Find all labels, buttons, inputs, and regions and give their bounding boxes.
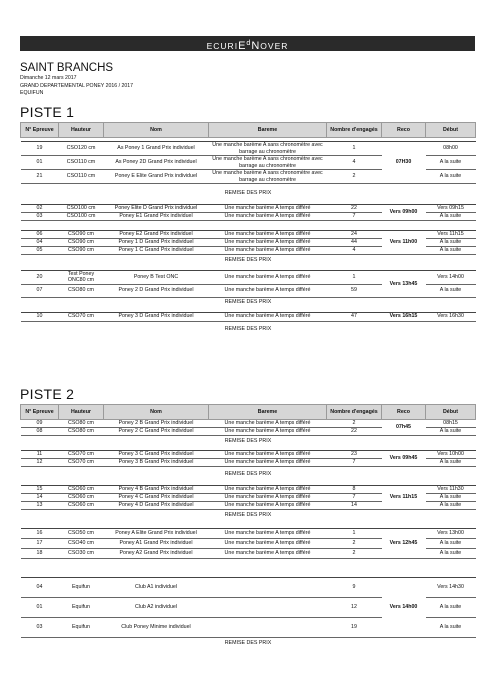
epreuve-number: 15	[21, 486, 59, 494]
debut-time: A la suite	[426, 539, 476, 549]
engages-count: 4	[327, 247, 382, 255]
banner-part-c: d	[246, 39, 252, 47]
debut-time: Vers 09h15	[426, 205, 476, 213]
bareme-cell	[209, 598, 327, 618]
event-title: SAINT BRANCHS	[20, 62, 114, 74]
debut-time: A la suite	[426, 284, 476, 297]
epreuve-number: 13	[21, 502, 59, 510]
hauteur-cell: Test Poney ONC80 cm	[59, 271, 104, 285]
engages-count: 1	[327, 142, 382, 156]
epreuve-number: 08	[21, 428, 59, 436]
bareme-cell: Une manche barème A temps différé	[209, 231, 327, 239]
epreuve-number: 02	[21, 205, 59, 213]
epreuve-number: 03	[21, 618, 59, 638]
engages-count: 12	[327, 598, 382, 618]
hauteur-cell: CSO30 cm	[59, 549, 104, 559]
column-header-hauteur: Hauteur	[59, 123, 104, 138]
nom-cell: Poney 4 B Grand Prix individuel	[104, 486, 209, 494]
hauteur-cell: CSO70 cm	[59, 312, 104, 321]
nom-cell: Poney B Test ONC	[104, 271, 209, 285]
bareme-cell: Une manche barème A temps différé	[209, 312, 327, 321]
debut-time: A la suite	[426, 170, 476, 184]
bareme-cell: Une manche barème A temps différé	[209, 486, 327, 494]
epreuve-number: 10	[21, 312, 59, 321]
engages-count: 23	[327, 451, 382, 459]
table-row	[21, 205, 476, 213]
column-header-nom: Nom	[104, 123, 209, 138]
remise-des-prix: REMISE DES PRIX	[224, 299, 272, 306]
engages-count: 1	[327, 529, 382, 539]
banner-part-b: E	[238, 39, 247, 52]
column-header-reco: Reco	[382, 123, 426, 138]
engages-count: 14	[327, 502, 382, 510]
bareme-cell: Une manche barème A temps différé	[209, 213, 327, 221]
table-row	[21, 271, 476, 285]
epreuve-number: 04	[21, 578, 59, 598]
nom-cell: As Poney 2D Grand Prix individuel	[104, 156, 209, 170]
nom-cell: Poney 3 B Grand Prix individuel	[104, 459, 209, 467]
debut-time: Vers 14h30	[426, 578, 476, 598]
table-row	[21, 578, 476, 598]
table-row	[21, 142, 476, 156]
nom-cell: Poney E1 Grand Prix individuel	[104, 213, 209, 221]
remise-row	[21, 297, 476, 308]
column-header-debut: Début	[426, 123, 476, 138]
remise-row	[21, 510, 476, 521]
epreuve-number: 18	[21, 549, 59, 559]
bareme-cell: Une manche barème A temps différé	[209, 494, 327, 502]
engages-count: 4	[327, 156, 382, 170]
epreuve-number: 16	[21, 529, 59, 539]
column-header-hauteur: Hauteur	[59, 405, 104, 420]
engages-count: 7	[327, 494, 382, 502]
bareme-cell: Une manche barème A temps différé	[209, 459, 327, 467]
hauteur-cell: CSO120 cm	[59, 142, 104, 156]
hauteur-cell: CSO70 cm	[59, 451, 104, 459]
nom-cell: Club A1 individuel	[104, 578, 209, 598]
debut-time: A la suite	[426, 213, 476, 221]
table-header	[21, 405, 476, 420]
spacer-row	[21, 559, 476, 578]
reco-time: Vers 14h00	[382, 578, 426, 638]
debut-time: A la suite	[426, 549, 476, 559]
engages-count: 2	[327, 420, 382, 428]
remise-des-prix: REMISE DES PRIX	[224, 189, 272, 196]
hauteur-cell: CSO80 cm	[59, 428, 104, 436]
bareme-cell: Une manche barème A temps différé	[209, 502, 327, 510]
reco-time: 07H30	[382, 142, 426, 184]
nom-cell: Poney E2 Grand Prix individuel	[104, 231, 209, 239]
debut-time: Vers 16h30	[426, 312, 476, 321]
epreuve-number: 09	[21, 420, 59, 428]
hauteur-cell: CSO60 cm	[59, 494, 104, 502]
epreuve-number: 03	[21, 213, 59, 221]
epreuve-number: 01	[21, 156, 59, 170]
nom-cell: Poney 1 D Grand Prix individuel	[104, 239, 209, 247]
epreuve-number: 14	[21, 494, 59, 502]
remise-row	[21, 469, 476, 479]
nom-cell: Poney 1 C Grand Prix individuel	[104, 247, 209, 255]
debut-time: A la suite	[426, 156, 476, 170]
engages-count: 47	[327, 312, 382, 321]
nom-cell: Club Poney Minime individuel	[104, 618, 209, 638]
bareme-cell: Une manche barème A temps différé	[209, 539, 327, 549]
hauteur-cell: CSO80 cm	[59, 284, 104, 297]
hauteur-cell: CSO40 cm	[59, 539, 104, 549]
bareme-cell: Une manche barème A temps différé	[209, 284, 327, 297]
engages-count: 7	[327, 213, 382, 221]
header-banner	[20, 36, 475, 51]
hauteur-cell: CSO110 cm	[59, 156, 104, 170]
column-header-epreuve: N° Epreuve	[21, 405, 59, 420]
engages-count: 9	[327, 578, 382, 598]
reco-time: 07h45	[382, 420, 426, 436]
hauteur-cell: CSO110 cm	[59, 170, 104, 184]
debut-time: A la suite	[426, 618, 476, 638]
column-header-bareme: Bareme	[209, 123, 327, 138]
column-header-engages: Nombre d'engagés	[327, 405, 382, 420]
hauteur-cell: Equifun	[59, 578, 104, 598]
hauteur-cell: CSO100 cm	[59, 205, 104, 213]
bareme-cell: Une manche barème A temps différé	[209, 549, 327, 559]
engages-count: 19	[327, 618, 382, 638]
nom-cell: Poney 2 C Grand Prix individuel	[104, 428, 209, 436]
reco-time: Vers 11h15	[382, 486, 426, 510]
engages-count: 2	[327, 170, 382, 184]
bareme-cell	[209, 578, 327, 598]
remise-row	[21, 436, 476, 447]
epreuve-number: 21	[21, 170, 59, 184]
remise-des-prix: REMISE DES PRIX	[224, 511, 272, 518]
reco-time: Vers 09h45	[382, 451, 426, 467]
engages-count: 59	[327, 284, 382, 297]
bareme-cell: Une manche barème A sans chronomètre avec barrage au chronomètre	[209, 142, 327, 156]
reco-time: Vers 13h45	[382, 271, 426, 298]
banner-part-d: N	[251, 39, 261, 52]
column-header-epreuve: N° Epreuve	[21, 123, 59, 138]
reco-time: Vers 11h00	[382, 231, 426, 255]
remise-row	[21, 188, 476, 198]
nom-cell: Club A2 individuel	[104, 598, 209, 618]
epreuve-number: 06	[21, 231, 59, 239]
spacer-row	[21, 520, 476, 529]
piste2-title: PISTE 2	[20, 386, 75, 402]
hauteur-cell: CSO50 cm	[59, 529, 104, 539]
column-header-debut: Début	[426, 405, 476, 420]
bareme-cell: Une manche barème A temps différé	[209, 529, 327, 539]
bareme-cell: Une manche barème A temps différé	[209, 420, 327, 428]
debut-time: A la suite	[426, 239, 476, 247]
engages-count: 2	[327, 539, 382, 549]
remise-des-prix: REMISE DES PRIX	[224, 256, 272, 263]
epreuve-number: 05	[21, 247, 59, 255]
piste2-table	[20, 404, 476, 648]
nom-cell: Poney 3 D Grand Prix individuel	[104, 312, 209, 321]
nom-cell: Poney A2 Grand Prix individuel	[104, 549, 209, 559]
nom-cell: Poney E Elite Grand Prix individuel	[104, 170, 209, 184]
table-row	[21, 312, 476, 321]
epreuve-number: 07	[21, 284, 59, 297]
bareme-cell: Une manche barème A temps différé	[209, 271, 327, 285]
debut-time: A la suite	[426, 598, 476, 618]
spacer-cell	[21, 559, 476, 578]
remise-des-prix: REMISE DES PRIX	[224, 470, 272, 477]
bareme-cell: Une manche barème A sans chronomètre avec barrage au chronomètre	[209, 170, 327, 184]
reco-time: Vers 16h15	[382, 312, 426, 321]
banner-part-e: OVER	[260, 40, 289, 51]
hauteur-cell: CSO100 cm	[59, 213, 104, 221]
table-row	[21, 529, 476, 539]
reco-time: Vers 09h00	[382, 205, 426, 221]
nom-cell: Poney 4 C Grand Prix individuel	[104, 494, 209, 502]
debut-time: A la suite	[426, 428, 476, 436]
remise-row	[21, 255, 476, 266]
engages-count: 22	[327, 428, 382, 436]
table-row	[21, 231, 476, 239]
debut-time: A la suite	[426, 502, 476, 510]
nom-cell: Poney 2 B Grand Prix individuel	[104, 420, 209, 428]
debut-time: Vers 10h00	[426, 451, 476, 459]
nom-cell: Poney A Elite Grand Prix individuel	[104, 529, 209, 539]
table-row	[21, 451, 476, 459]
debut-time: 08h15	[426, 420, 476, 428]
banner-part-a: ECURI	[206, 40, 239, 51]
bareme-cell: Une manche barème A temps différé	[209, 428, 327, 436]
table-header	[21, 123, 476, 138]
event-date: Dimanche 12 mars 2017	[20, 75, 77, 81]
hauteur-cell: CSO90 cm	[59, 231, 104, 239]
piste1-title: PISTE 1	[20, 104, 75, 120]
epreuve-number: 04	[21, 239, 59, 247]
engages-count: 2	[327, 549, 382, 559]
debut-time: Vers 13h00	[426, 529, 476, 539]
hauteur-cell: CSO60 cm	[59, 486, 104, 494]
engages-count: 8	[327, 486, 382, 494]
epreuve-number: 12	[21, 459, 59, 467]
spacer-cell	[21, 520, 476, 529]
bareme-cell	[209, 618, 327, 638]
event-info	[20, 62, 475, 98]
bareme-cell: Une manche barème A temps différé	[209, 239, 327, 247]
nom-cell: Poney 2 D Grand Prix individuel	[104, 284, 209, 297]
bareme-cell: Une manche barème A temps différé	[209, 247, 327, 255]
remise-row	[21, 325, 476, 335]
column-header-reco: Reco	[382, 405, 426, 420]
nom-cell: As Poney 1 Grand Prix individuel	[104, 142, 209, 156]
hauteur-cell: CSO90 cm	[59, 247, 104, 255]
debut-time: Vers 11h30	[426, 486, 476, 494]
engages-count: 44	[327, 239, 382, 247]
piste1-table	[20, 122, 476, 335]
column-header-engages: Nombre d'engagés	[327, 123, 382, 138]
debut-time: Vers 11h15	[426, 231, 476, 239]
epreuve-number: 19	[21, 142, 59, 156]
remise-des-prix: REMISE DES PRIX	[224, 437, 272, 444]
event-competition: GRAND DEPARTEMENTAL PONEY 2016 / 2017	[20, 82, 134, 89]
hauteur-cell: CSO90 cm	[59, 239, 104, 247]
table-row	[21, 420, 476, 428]
debut-time: 08h00	[426, 142, 476, 156]
debut-time: A la suite	[426, 494, 476, 502]
epreuve-number: 17	[21, 539, 59, 549]
spacer-cell	[21, 221, 476, 231]
debut-time: A la suite	[426, 459, 476, 467]
reco-time: Vers 12h45	[382, 529, 426, 559]
nom-cell: Poney 4 D Grand Prix individuel	[104, 502, 209, 510]
hauteur-cell: Equifun	[59, 598, 104, 618]
bareme-cell: Une manche barème A temps différé	[209, 205, 327, 213]
remise-row	[21, 638, 476, 649]
epreuve-number: 01	[21, 598, 59, 618]
hauteur-cell: CSO80 cm	[59, 420, 104, 428]
remise-des-prix: REMISE DES PRIX	[224, 326, 272, 333]
nom-cell: Poney 3 C Grand Prix individuel	[104, 451, 209, 459]
hauteur-cell: Equifun	[59, 618, 104, 638]
column-header-bareme: Bareme	[209, 405, 327, 420]
engages-count: 24	[327, 231, 382, 239]
debut-time: Vers 14h00	[426, 271, 476, 285]
engages-count: 1	[327, 271, 382, 285]
bareme-cell: Une manche barème A sans chronomètre avec barrage au chronomètre	[209, 156, 327, 170]
hauteur-cell: CSO70 cm	[59, 459, 104, 467]
epreuve-number: 11	[21, 451, 59, 459]
debut-time: A la suite	[426, 247, 476, 255]
remise-des-prix: REMISE DES PRIX	[224, 639, 272, 646]
nom-cell: Poney Elite D Grand Prix individuel	[104, 205, 209, 213]
column-header-nom: Nom	[104, 405, 209, 420]
epreuve-number: 20	[21, 271, 59, 285]
table-row	[21, 486, 476, 494]
engages-count: 7	[327, 459, 382, 467]
spacer-row	[21, 221, 476, 231]
event-discipline: EQUIFUN	[20, 90, 44, 96]
engages-count: 22	[327, 205, 382, 213]
hauteur-cell: CSO60 cm	[59, 502, 104, 510]
nom-cell: Poney A1 Grand Prix individuel	[104, 539, 209, 549]
bareme-cell: Une manche barème A temps différé	[209, 451, 327, 459]
